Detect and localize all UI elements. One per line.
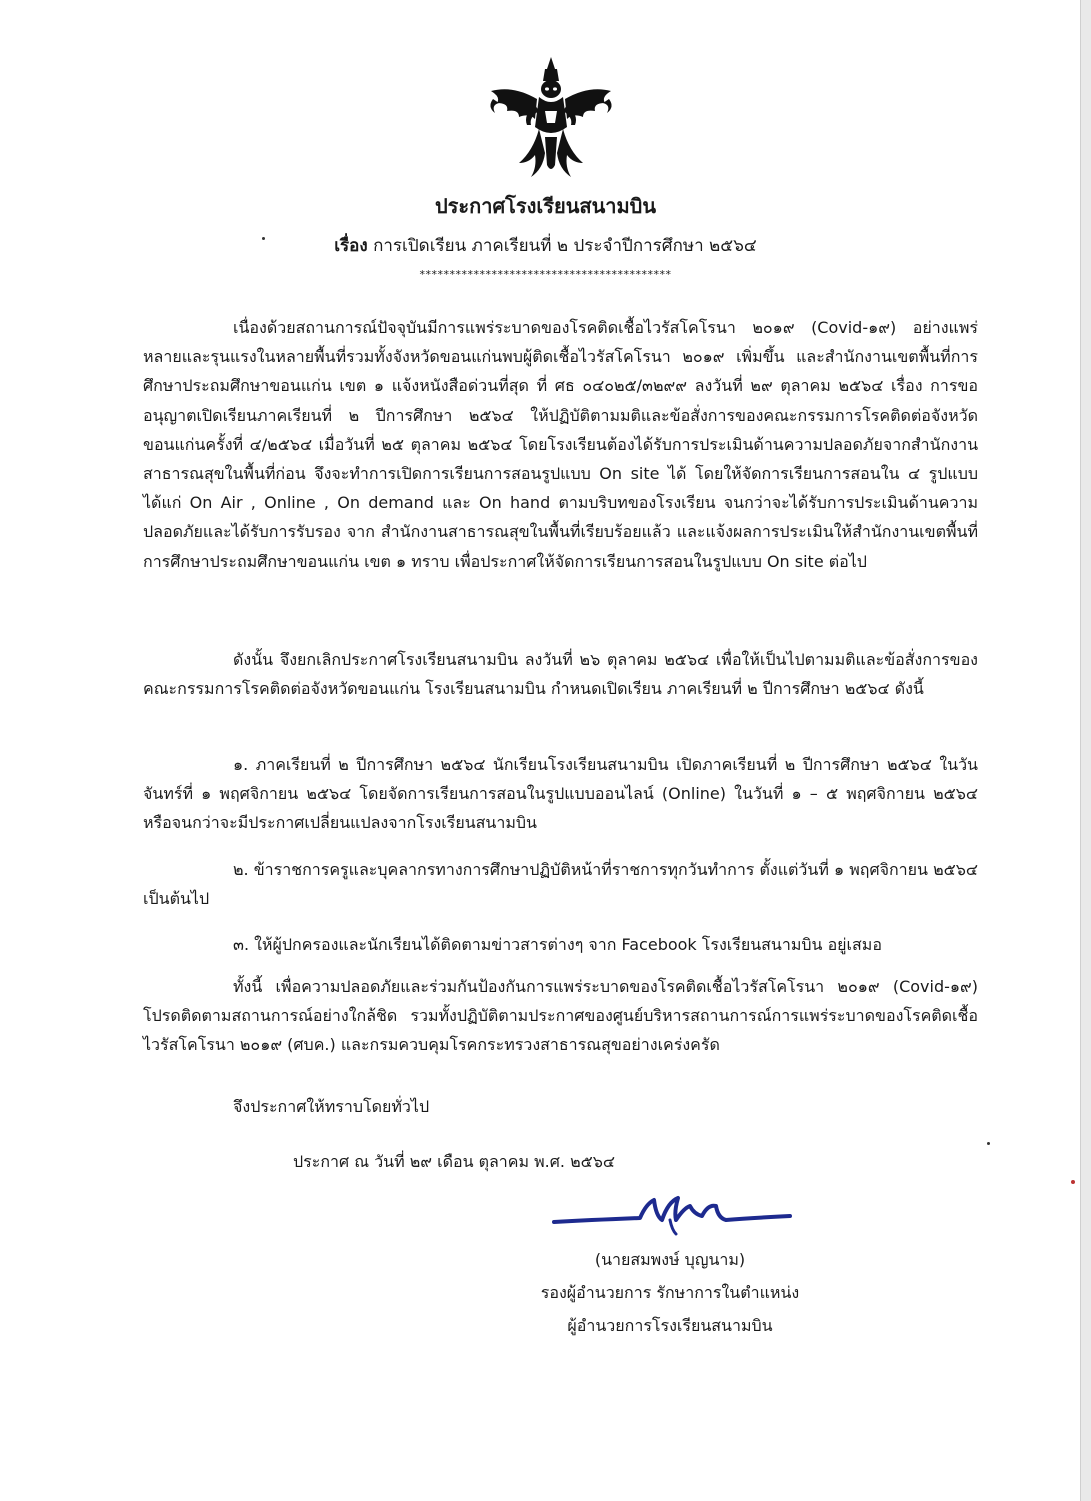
scan-speck [1071, 1180, 1075, 1184]
subject-line [0, 232, 1091, 259]
scan-speck [987, 1142, 990, 1145]
signer-position-director: ผู้อำนวยการโรงเรียนสนามบิน [567, 1316, 773, 1335]
scan-edge [1080, 0, 1091, 1501]
handwritten-signature-icon [550, 1190, 795, 1240]
signer-position-acting: รองผู้อำนวยการ รักษาการในตำแหน่ง [540, 1283, 800, 1302]
garuda-emblem-icon [483, 55, 619, 183]
paragraph-background: เนื่องด้วยสถานการณ์ปัจจุบันมีการแพร่ระบาดของโรคติดเชื้อไวรัสโคโรนา ๒๐๑๙ (Covid-๑๙) อย่างแพร่หลายและรุนแรงในหลายพื้นที่รวมทั้งจังหวัดขอนแก่นพบผู้ติดเชื้อไวรัสโคโรนา ๒๐๑๙ เพิ่มขึ้น และสำนักงานเขตพื้นที่การศึกษาประถมศึกษาขอนแก่น เขต ๑ แจ้งหนังสือด่วนที่สุด ที่ ศธ ๐๔๐๒๕/๓๒๙๙ ลงวันที่ ๒๙ ตุลาคม ๒๕๖๔ เรื่อง การขออนุญาตเปิดเรียนภาคเรียนที่ ๒ ปีการศึกษา ๒๕๖๔ ให้ปฏิบัติตามมติและข้อสั่งการของคณะกรรมการโรคติดต่อจังหวัดขอนแก่นครั้งที่ ๔/๒๕๖๔ เมื่อวันที่ ๒๕ ตุลาคม ๒๕๖๔ โดยโรงเรียนต้องได้รับการประเมินด้านความปลอดภัยจากสำนักงานสาธารณสุขในพื้นที่ก่อน จึงจะทำการเปิดการเรียนการสอนรูปแบบ On site ได้ โดยให้จัดการเรียนการสอนใน ๔ รูปแบบ ได้แก่ On Air , Online , On demand และ On hand ตามบริบทของโรงเรียน จนกว่าจะได้รับการประเมินด้านความปลอดภัยและได้รับการรับรอง จาก สำนักงานสาธารณสุขในพื้นที่เรียบร้อยแล้ว และแจ้งผลการประเมินให้สำนักงานเขตพื้นที่การศึกษาประถมศึกษาขอนแก่น เขต ๑ ทราบ เพื่อประกาศให้จัดการเรียนการสอนในรูปแบบ On site ต่อไป [143, 318, 978, 571]
subject-label: เรื่อง [334, 236, 368, 256]
announcement-title: ประกาศโรงเรียนสนามบิน [434, 194, 657, 218]
signer-name: (นายสมพงษ์ บุญนาม) [594, 1250, 746, 1269]
scan-speck [262, 237, 265, 240]
subject-text: การเปิดเรียน ภาคเรียนที่ ๒ ประจำปีการศึกษา ๒๕๖๔ [373, 236, 757, 256]
closing-line: จึงประกาศให้ทราบโดยทั่วไป [233, 1097, 430, 1116]
paragraph-item-2: ๒. ข้าราชการครูและบุคลากรทางการศึกษาปฏิบัติหน้าที่ราชการทุกวันทำการ ตั้งแต่วันที่ ๑ พฤศจิกายน ๒๕๖๔ เป็นต้นไป [143, 860, 978, 909]
paragraph-safety: ทั้งนี้ เพื่อความปลอดภัยและร่วมกันป้องกันการแพร่ระบาดของโรคติดเชื้อไวรัสโคโรนา ๒๐๑๙ (Covid-๑๙) โปรดติดตามสถานการณ์อย่างใกล้ชิด รวมทั้งปฏิบัติตามประกาศของศูนย์บริหารสถานการณ์การแพร่ระบาดของโรคติดเชื้อไวรัสโคโรนา ๒๐๑๙ (ศบค.) และกรมควบคุมโรคกระทรวงสาธารณสุขอย่างเคร่งครัด [143, 977, 978, 1055]
paragraph-item-3: ๓. ให้ผู้ปกครองและนักเรียนได้ติดตามข่าวสารต่างๆ จาก Facebook โรงเรียนสนามบิน อยู่เสมอ [233, 935, 882, 954]
separator-line: ****************************************** [419, 268, 672, 281]
signature-block [500, 1243, 840, 1342]
date-line: ประกาศ ณ วันที่ ๒๙ เดือน ตุลาคม พ.ศ. ๒๕๖๔ [293, 1152, 615, 1171]
paragraph-item-1: ๑. ภาคเรียนที่ ๒ ปีการศึกษา ๒๕๖๔ นักเรียนโรงเรียนสนามบิน เปิดภาคเรียนที่ ๒ ปีการศึกษา ๒๕๖๔ ในวันจันทร์ที่ ๑ พฤศจิกายน ๒๕๖๔ โดยจัดการเรียนการสอนในรูปแบบออนไลน์ (Online) ในวันที่ ๑ – ๕ พฤศจิกายน ๒๕๖๔ หรือจนกว่าจะมีประกาศเปลี่ยนแปลงจากโรงเรียนสนามบิน [143, 755, 978, 833]
paragraph-cancellation: ดังนั้น จึงยกเลิกประกาศโรงเรียนสนามบิน ลงวันที่ ๒๖ ตุลาคม ๒๕๖๔ เพื่อให้เป็นไปตามมติและข้อสั่งการของคณะกรรมการโรคติดต่อจังหวัดขอนแก่น โรงเรียนสนามบิน กำหนดเปิดเรียน ภาคเรียนที่ ๒ ปีการศึกษา ๒๕๖๔ ดังนี้ [143, 650, 978, 699]
